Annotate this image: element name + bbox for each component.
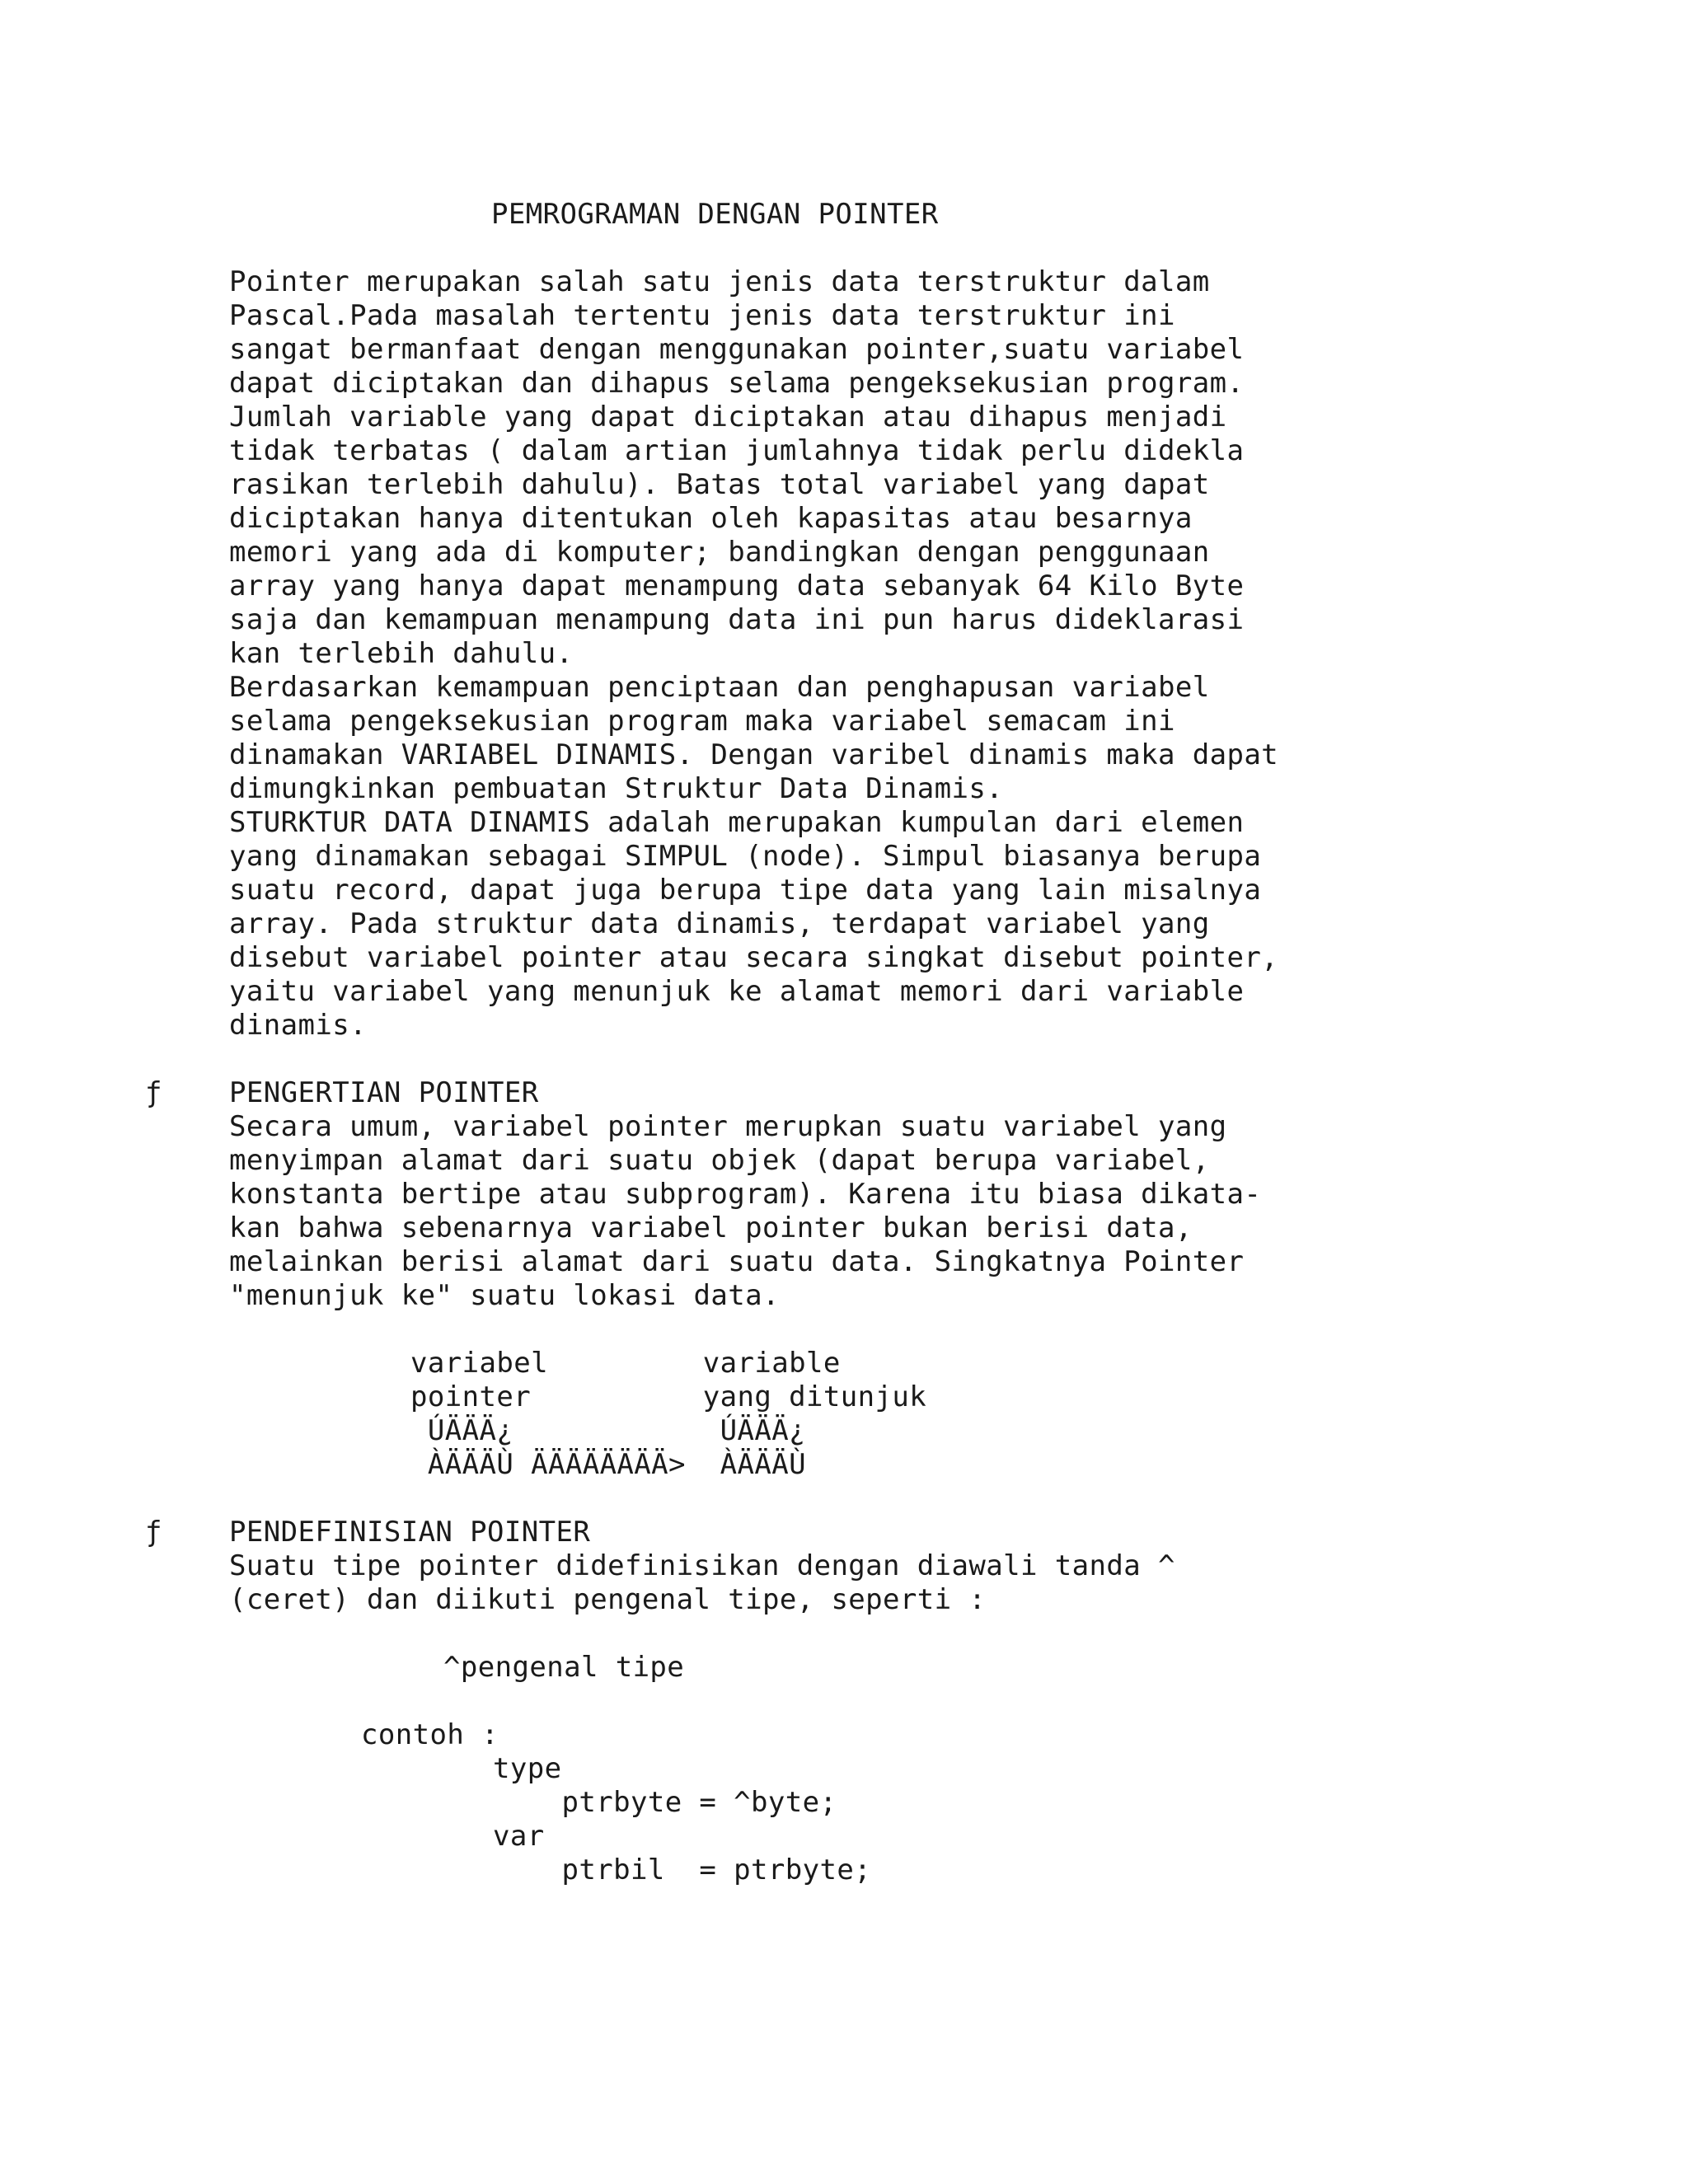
intro-line: suatu record, dapat juga berupa tipe data yang lain misalnya [229, 874, 1262, 907]
intro-line: dinamakan VARIABEL DINAMIS. Dengan varibel dinamis maka dapat [229, 738, 1279, 771]
intro-line: Pointer merupakan salah satu jenis data terstruktur dalam [229, 265, 1210, 298]
section-heading: PENGERTIAN POINTER [229, 1076, 539, 1109]
page-title: PEMROGRAMAN DENGAN POINTER [491, 198, 939, 231]
intro-line: disebut variabel pointer atau secara singkat disebut pointer, [229, 941, 1279, 974]
bullet-icon: ƒ [145, 1076, 162, 1109]
code-line: var [493, 1820, 545, 1853]
pointer-diagram-line: ÀÄÄÄÙ ÄÄÄÄÄÄÄÄ> ÀÄÄÄÙ [410, 1448, 807, 1481]
intro-line: STURKTUR DATA DINAMIS adalah merupakan kumpulan dari elemen [229, 806, 1245, 839]
code-line: type [493, 1752, 562, 1785]
intro-line: rasikan terlebih dahulu). Batas total variabel yang dapat [229, 468, 1210, 501]
pointer-diagram-line: pointer yang ditunjuk [410, 1380, 927, 1413]
section-line: Suatu tipe pointer didefinisikan dengan diawali tanda ^ [229, 1549, 1175, 1582]
pointer-diagram-line: ÚÄÄÄ¿ ÚÄÄÄ¿ [410, 1414, 807, 1447]
pointer-diagram-line: variabel variable [410, 1347, 841, 1380]
intro-line: dapat diciptakan dan dihapus selama pengeksekusian program. [229, 367, 1245, 400]
section-heading: PENDEFINISIAN POINTER [229, 1516, 591, 1549]
section-line: (ceret) dan diikuti pengenal tipe, seperti : [229, 1583, 987, 1616]
example-label: contoh : [361, 1718, 499, 1751]
code-line: ptrbil = ptrbyte; [493, 1854, 872, 1886]
section-line: menyimpan alamat dari suatu objek (dapat berupa variabel, [229, 1144, 1210, 1177]
syntax-line: ^pengenal tipe [443, 1651, 685, 1684]
intro-line: Jumlah variable yang dapat diciptakan atau dihapus menjadi [229, 401, 1227, 434]
section-line: konstanta bertipe atau subprogram). Karena itu biasa dikata- [229, 1178, 1262, 1211]
intro-line: diciptakan hanya ditentukan oleh kapasitas atau besarnya [229, 502, 1193, 535]
intro-line: tidak terbatas ( dalam artian jumlahnya tidak perlu didekla [229, 434, 1245, 467]
code-line: ptrbyte = ^byte; [493, 1786, 837, 1819]
intro-line: saja dan kemampuan menampung data ini pun harus dideklarasi [229, 603, 1245, 636]
section-line: "menunjuk ke" suatu lokasi data. [229, 1279, 780, 1312]
intro-line: selama pengeksekusian program maka variabel semacam ini [229, 705, 1175, 738]
intro-line: dimungkinkan pembuatan Struktur Data Dinamis. [229, 772, 1004, 805]
intro-line: yaitu variabel yang menunjuk ke alamat memori dari variable [229, 975, 1245, 1008]
section-line: melainkan berisi alamat dari suatu data. Singkatnya Pointer [229, 1245, 1245, 1278]
intro-line: dinamis. [229, 1009, 367, 1042]
intro-line: kan terlebih dahulu. [229, 637, 574, 670]
intro-line: yang dinamakan sebagai SIMPUL (node). Simpul biasanya berupa [229, 840, 1262, 873]
intro-line: sangat bermanfaat dengan menggunakan pointer,suatu variabel [229, 333, 1245, 366]
intro-line: Berdasarkan kemampuan penciptaan dan penghapusan variabel [229, 671, 1210, 704]
intro-line: array yang hanya dapat menampung data sebanyak 64 Kilo Byte [229, 569, 1245, 602]
section-line: kan bahwa sebenarnya variabel pointer bukan berisi data, [229, 1212, 1193, 1244]
intro-line: Pascal.Pada masalah tertentu jenis data terstruktur ini [229, 299, 1175, 332]
intro-line: array. Pada struktur data dinamis, terdapat variabel yang [229, 907, 1210, 940]
intro-line: memori yang ada di komputer; bandingkan dengan penggunaan [229, 536, 1210, 569]
bullet-icon: ƒ [145, 1516, 162, 1549]
section-line: Secara umum, variabel pointer merupkan suatu variabel yang [229, 1110, 1227, 1143]
